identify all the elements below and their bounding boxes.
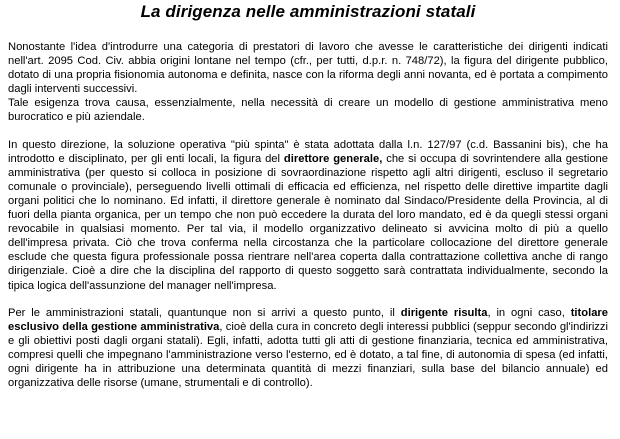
- paragraph-amministrazioni-statali: [8, 306, 608, 391]
- bold-term-direttore-generale: direttore generale,: [283, 152, 383, 165]
- paragraph-intro: Nonostante l'idea d'introdurre una categoria di prestatori di lavoro che avesse le caratteristiche dei dirigenti indicati nell'art. 2095 Cod. Civ. abbia origini lontane nel tempo (cfr., per tutti, d.p.r. n. 748/72), la figura del dirigente pubblico, dotato di una propria fisionomia autonoma e definita, nasce con la riforma degli anni novanta, ed è portata a compimento dagli interventi successivi.: [8, 41, 608, 96]
- text-segment: , cioè della cura in concreto degli interessi pubblici (seppur secondo gl'indirizzi e gli obiettivi posti dagli organi statali). Egli, infatti, adotta tutti gli atti di gestione finanziaria, tecnica ed amministrativa, compresi quelli che impegnano l'amministrazione verso l'esterno, ed è dotato, a tal fine, di autonomia di spesa (ed infatti, ogni dirigente ha in attribuzione una determinata quantità di mezzi finanziari, sulla base del bilancio annuale) ed organizzativa delle risorse (umane, strumentali e di controllo).: [8, 320, 608, 390]
- text-segment: , in ogni caso,: [487, 306, 571, 319]
- text-segment: che si occupa di sovrintendere alla gestione amministrativa (per questo si colloca in posizione di sovraordinazione rispetto agli altri dirigenti, escluso il segretario comunale o provinciale), perseguendo livelli ottimali di efficacia ed efficienza, nel rispetto delle direttive impartite dagli organi politici che lo nominano. Ed infatti, il direttore generale è nominato dal Sindaco/Presidente della Provincia, al di fuori della pianta organica, per un tempo che non può eccedere la durata del loro mandato, ed è da quegli stessi organi revocabile in qualsiasi momento. Per tal via, il modello organizzativo delineato si avvicina molto di più a quello dell'impresa privata. Ciò che trova conferma nella circostanza che la particolare collocazione del direttore generale esclude che questa figura professionale possa rientrare nell'area coperta dalla contrattazione collettiva anche di rango dirigenziale. Cioè a dire che la disciplina del rapporto di questo soggetto sarà contrattata individualmente, secondo la tipica logica dell'assunzione del manager nell'impresa.: [8, 152, 609, 292]
- document-title: La dirigenza nelle amministrazioni statali: [140, 2, 476, 21]
- paragraph-cause: Tale esigenza trova causa, essenzialmente, nella necessità di creare un modello di gestione amministrativa meno burocratico e più aziendale.: [8, 97, 608, 124]
- bold-term-titolare-esclusivo: titolare esclusivo della gestione amministrativa: [8, 306, 609, 333]
- paragraph-direttore-generale: [8, 138, 608, 293]
- text-segment: In questo direzione, la soluzione operativa "più spinta" è stata adottata dalla l.n. 127/97 (c.d. Bassanini bis), che ha introdotto e disciplinato, per gli enti locali, la figura del: [8, 138, 608, 165]
- bold-term-dirigente-risulta: dirigente risulta: [400, 306, 488, 319]
- document-body: [8, 40, 608, 390]
- text-segment: Per le amministrazioni statali, quantunque non si arrivi a questo punto, il: [8, 306, 401, 319]
